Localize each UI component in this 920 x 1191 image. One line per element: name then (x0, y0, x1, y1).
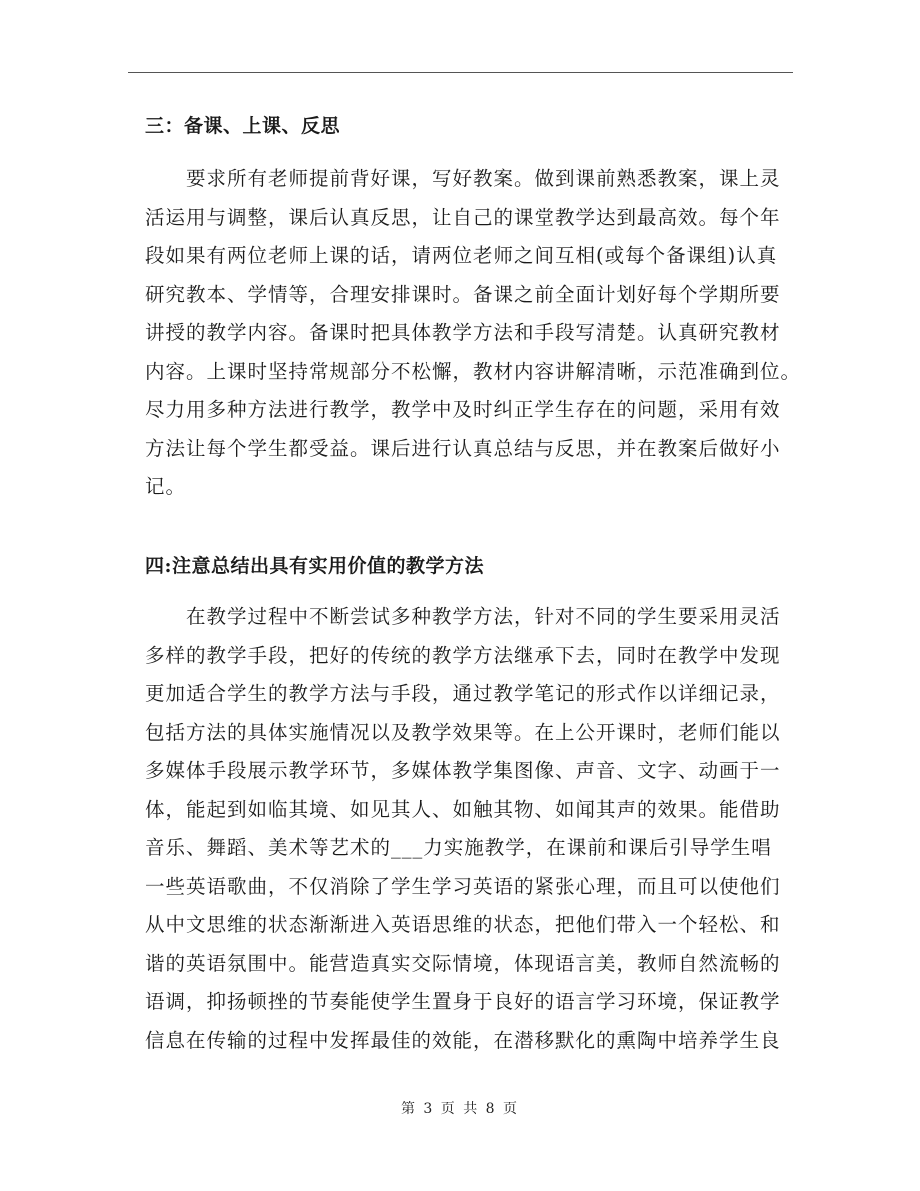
section-heading-4: 四:注意总结出具有实用价值的教学方法 (145, 555, 485, 577)
section-4-paragraph (145, 598, 795, 1060)
header-rule (128, 72, 793, 73)
paragraph-line: 在教学过程中不断尝试多种教学方法，针对不同的学生要采用灵活 (145, 605, 781, 628)
section-heading-3: 三：备课、上课、反思 (145, 115, 341, 137)
paragraph-line: 包括方法的具体实施情况以及教学效果等。在上公开课时，老师们能以 (145, 720, 781, 744)
paragraph-line: 段如果有两位老师上课的话，请两位老师之间互相(或每个备课组)认真 (145, 244, 778, 267)
paragraph-line: 多媒体手段展示教学环节，多媒体教学集图像、声音、文字、动画于一 (145, 759, 781, 782)
paragraph-line: 活运用与调整，课后认真反思，让自己的课堂教学达到最高效。每个年 (145, 205, 781, 229)
paragraph-line: 体，能起到如临其境、如见其人、如触其物、如闻其声的效果。能借助 (145, 797, 781, 821)
section-3-paragraph (145, 160, 802, 507)
paragraph-line: 信息在传输的过程中发挥最佳的效能，在潜移默化的熏陶中培养学生良 (145, 1028, 781, 1052)
paragraph-line: 谐的英语氛围中。能营造真实交际情境，体现语言美，教师自然流畅的 (145, 951, 781, 975)
paragraph-line: 研究教本、学情等，合理安排课时。备课之前全面计划好每个学期所要 (145, 282, 781, 306)
paragraph-line: 多样的教学手段，把好的传统的教学方法继承下去，同时在教学中发现 (145, 643, 781, 667)
paragraph-line: 语调，抑扬顿挫的节奏能使学生置身于良好的语言学习环境，保证教学 (145, 990, 781, 1013)
paragraph-line: 记。 (145, 475, 187, 498)
paragraph-line: 尽力用多种方法进行教学，教学中及时纠正学生存在的问题，采用有效 (145, 398, 781, 421)
paragraph-line: 要求所有老师提前背好课，写好教案。做到课前熟悉教案，课上灵 (145, 167, 781, 190)
paragraph-line: 讲授的教学内容。备课时把具体教学方法和手段写清楚。认真研究教材 (145, 321, 781, 344)
paragraph-line: 内容。上课时坚持常规部分不松懈，教材内容讲解清晰，示范准确到位。 (145, 359, 802, 383)
paragraph-line: 音乐、舞蹈、美术等艺术的___力实施教学，在课前和课后引导学生唱 (145, 836, 772, 859)
paragraph-line: 更加适合学生的教学方法与手段，通过教学笔记的形式作以详细记录， (145, 682, 781, 705)
page-number-footer: 第 3 页 共 8 页 (400, 1101, 520, 1117)
paragraph-line: 方法让每个学生都受益。课后进行认真总结与反思，并在教案后做好小 (145, 436, 781, 460)
paragraph-line: 一些英语歌曲，不仅消除了学生学习英语的紧张心理，而且可以使他们 (145, 874, 781, 898)
paragraph-line: 从中文思维的状态渐渐进入英语思维的状态，把他们带入一个轻松、和 (145, 913, 781, 936)
